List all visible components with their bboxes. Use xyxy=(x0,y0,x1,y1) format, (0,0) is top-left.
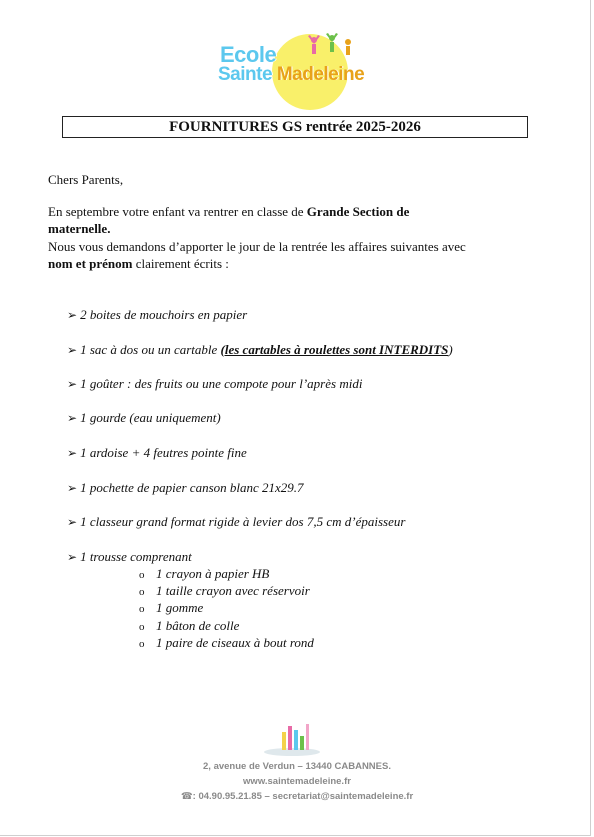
circle-bullet-icon: o xyxy=(139,569,145,581)
list-item xyxy=(67,376,362,392)
sub-list-item-text: 1 bâton de colle xyxy=(156,618,240,633)
greeting: Chers Parents, xyxy=(48,172,124,187)
list-item-text: 1 classeur grand format rigide à levier dos 7,5 cm d’épaisseur xyxy=(80,514,406,529)
arrow-bullet-icon: ➢ xyxy=(67,343,78,357)
list-item-text: 2 boites de mouchoirs en papier xyxy=(80,307,248,322)
footer-address: 2, avenue de Verdun – 13440 CABANNES. xyxy=(203,761,391,772)
logo-text-madeleine: Madeleine xyxy=(276,64,365,85)
circle-bullet-icon: o xyxy=(139,603,145,615)
circle-bullet-icon: o xyxy=(139,621,145,633)
footer-logo-icon xyxy=(262,718,322,758)
sub-list-item-text: 1 gomme xyxy=(156,600,204,615)
circle-bullet-icon: o xyxy=(139,638,145,650)
logo-text-ecole: Ecole xyxy=(220,42,277,67)
arrow-bullet-icon: ➢ xyxy=(67,481,78,495)
phone-icon: ☎ xyxy=(180,791,193,802)
intro-paragraph-2: Nous vous demandons d’apporter le jour de la rentrée les affaires suivantes avec xyxy=(48,239,466,254)
sub-list-item xyxy=(139,583,310,600)
footer-website[interactable]: www.saintemadeleine.fr xyxy=(243,776,351,787)
list-item-text: 1 sac à dos ou un cartable xyxy=(80,342,221,357)
list-item xyxy=(67,549,192,565)
footer-contact-text: : 04.90.95.21.85 – secretariat@saintemadeleine.fr xyxy=(192,791,414,802)
page-title: FOURNITURES GS rentrée 2025-2026 xyxy=(62,116,528,138)
name-instruction-tail: clairement écrits : xyxy=(132,256,229,271)
intro-paragraph-1 xyxy=(48,203,409,220)
arrow-bullet-icon: ➢ xyxy=(67,411,78,425)
arrow-bullet-icon: ➢ xyxy=(67,308,78,322)
list-item-text: 1 goûter : des fruits ou une compote pour l’après midi xyxy=(80,376,363,391)
arrow-bullet-icon: ➢ xyxy=(67,446,78,460)
arrow-bullet-icon: ➢ xyxy=(67,550,78,564)
class-name: Grande Section de xyxy=(306,204,410,219)
list-item xyxy=(67,480,304,496)
sub-list-item-text: 1 crayon à papier HB xyxy=(156,566,270,581)
footer-contact xyxy=(0,791,594,802)
intro-paragraph-2b xyxy=(48,255,229,272)
circle-bullet-icon: o xyxy=(139,586,145,598)
list-item xyxy=(67,445,247,461)
list-item xyxy=(67,410,221,426)
school-logo xyxy=(214,32,376,112)
warning-text: (les cartables à roulettes sont INTERDITS xyxy=(220,342,449,357)
list-item-text: 1 gourde (eau uniquement) xyxy=(80,410,221,425)
sub-list-item xyxy=(139,600,203,617)
sub-list-item-text: 1 taille crayon avec réservoir xyxy=(156,583,310,598)
list-item-text: 1 pochette de papier canson blanc 21x29.7 xyxy=(80,480,304,495)
sub-list-item xyxy=(139,566,269,583)
class-name-cont: maternelle. xyxy=(48,221,111,236)
list-item xyxy=(67,514,405,530)
logo-text-sainte-madeleine xyxy=(218,64,364,86)
warning-close: ) xyxy=(448,342,453,357)
list-item xyxy=(67,342,453,358)
list-item-text: 1 ardoise + 4 feutres pointe fine xyxy=(80,445,247,460)
sub-list-item-text: 1 paire de ciseaux à bout rond xyxy=(156,635,314,650)
list-item xyxy=(67,307,247,323)
sub-list-item xyxy=(139,635,314,652)
sub-list-item xyxy=(139,618,239,635)
list-item-text: 1 trousse comprenant xyxy=(80,549,192,564)
arrow-bullet-icon: ➢ xyxy=(67,515,78,529)
logo-text-sainte: Sainte xyxy=(218,64,277,85)
intro-paragraph-1b xyxy=(48,220,110,237)
name-instruction: nom et prénom xyxy=(48,256,133,271)
intro-text: En septembre votre enfant va rentrer en classe de xyxy=(48,204,307,219)
arrow-bullet-icon: ➢ xyxy=(67,377,78,391)
